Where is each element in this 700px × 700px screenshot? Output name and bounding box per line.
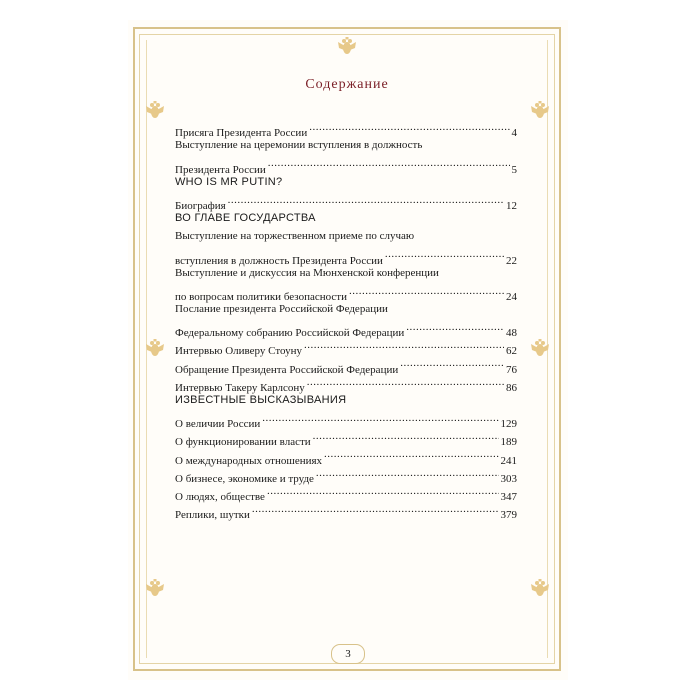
toc-leader-dots <box>228 191 504 209</box>
toc-section-heading: ВО ГЛАВЕ ГОСУДАРСТВА <box>175 211 316 224</box>
toc-page-number: 189 <box>500 436 517 449</box>
toc-entry-label: О бизнесе, экономике и труде <box>175 472 314 485</box>
toc-leader-dots <box>324 445 498 463</box>
toc-leader-dots <box>316 464 499 482</box>
toc-entry <box>175 482 517 503</box>
toc-entry <box>175 282 517 303</box>
toc-entry-label: Реплики, шутки <box>175 509 250 522</box>
toc-leader-dots <box>268 154 510 172</box>
toc-page-number: 347 <box>500 490 517 503</box>
toc-entry <box>175 373 517 394</box>
toc-entry-label: О международных отношениях <box>175 454 323 467</box>
toc-page-number: 5 <box>511 163 517 176</box>
toc-page-number: 48 <box>506 327 517 340</box>
toc-page-number: 379 <box>500 509 517 522</box>
toc-entry-label: Интервью Такеру Карлсону <box>175 381 305 394</box>
toc-page-number: 4 <box>511 127 517 140</box>
toc-page-number: 22 <box>506 254 517 267</box>
toc-entry <box>175 336 517 358</box>
toc-leader-dots <box>262 409 498 427</box>
toc-entry-label: О величии России <box>175 418 261 431</box>
toc-entry <box>175 154 517 176</box>
toc-entry-label: вступления в должность Президента России <box>175 254 383 267</box>
toc-page-number: 62 <box>506 345 517 358</box>
toc-section-heading: ИЗВЕСТНЫЕ ВЫСКАЗЫВАНИЯ <box>175 393 347 406</box>
toc-entry-label: Выступление на торжественном приеме по случаю <box>175 230 415 243</box>
toc-leader-dots <box>304 336 504 354</box>
toc-leader-dots <box>309 118 509 136</box>
toc-entry-label: О функционировании власти <box>175 436 311 449</box>
double-headed-eagle-icon <box>144 338 166 360</box>
toc-entry-label: Федеральному собранию Российской Федерации <box>175 327 405 340</box>
toc-entry-label: Послание президента Российской Федерации <box>175 302 388 315</box>
toc-entry <box>175 191 517 212</box>
toc-leader-dots <box>349 282 504 300</box>
toc-entry-label: Обращение Президента Российской Федерации <box>175 363 399 376</box>
page-title: Содержание <box>305 77 389 92</box>
toc-leader-dots <box>267 482 499 500</box>
toc-entry-label: Президента России <box>175 163 266 176</box>
toc-entry <box>175 245 517 267</box>
toc-page-number: 129 <box>500 418 517 431</box>
toc-entry <box>175 427 517 449</box>
toc-leader-dots <box>307 373 504 391</box>
toc-entry <box>175 227 517 245</box>
table-of-contents <box>175 118 517 522</box>
toc-leader-dots <box>406 318 504 336</box>
toc-page-number: 24 <box>506 290 517 303</box>
toc-entry <box>175 464 517 485</box>
toc-entry <box>175 318 517 340</box>
toc-entry <box>175 300 517 318</box>
double-headed-eagle-icon <box>529 338 551 360</box>
double-headed-eagle-icon <box>529 578 551 600</box>
page-number: 3 <box>331 644 365 664</box>
toc-page-number: 303 <box>500 472 517 485</box>
toc-page-number: 12 <box>506 199 517 212</box>
toc-entry <box>175 118 517 140</box>
toc-entry <box>175 354 517 376</box>
toc-entry <box>175 136 517 154</box>
toc-entry <box>175 264 517 282</box>
toc-leader-dots <box>400 354 504 372</box>
toc-section-heading: WHO IS MR PUTIN? <box>175 175 283 188</box>
toc-entry <box>175 500 517 522</box>
double-headed-eagle-icon <box>144 100 166 122</box>
toc-entry <box>175 409 517 431</box>
toc-entry-label: Биография <box>175 199 226 212</box>
toc-page-number: 86 <box>506 381 517 394</box>
toc-entry-label: Выступление на церемонии вступления в должность <box>175 139 423 152</box>
toc-entry-label: Интервью Оливеру Стоуну <box>175 345 302 358</box>
toc-page-number: 76 <box>506 363 517 376</box>
toc-entry <box>175 209 517 227</box>
toc-leader-dots <box>385 245 504 263</box>
double-headed-eagle-icon <box>144 578 166 600</box>
toc-entry <box>175 391 517 409</box>
toc-entry-label: Выступление и дискуссия на Мюнхенской конференции <box>175 266 439 279</box>
toc-leader-dots <box>252 500 499 518</box>
double-headed-eagle-icon <box>336 36 358 58</box>
toc-leader-dots <box>313 427 499 445</box>
toc-entry-label: Присяга Президента России <box>175 127 308 140</box>
toc-page-number: 241 <box>500 454 517 467</box>
toc-entry <box>175 445 517 467</box>
toc-entry <box>175 173 517 191</box>
toc-entry-label: по вопросам политики безопасности <box>175 290 347 303</box>
double-headed-eagle-icon <box>529 100 551 122</box>
toc-entry-label: О людях, обществе <box>175 490 265 503</box>
